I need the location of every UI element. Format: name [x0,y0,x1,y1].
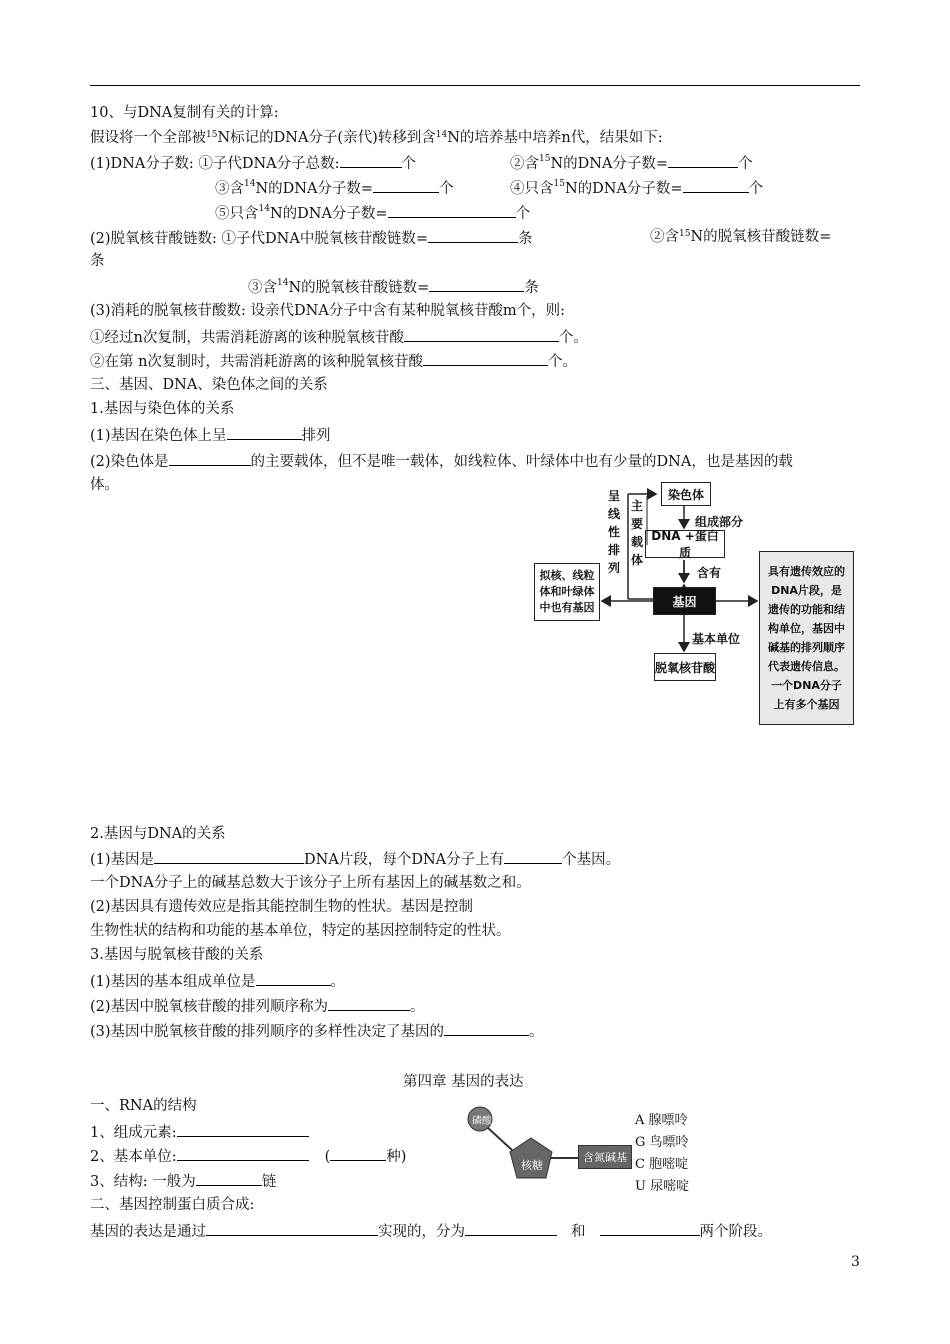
fill-blank[interactable] [444,1021,529,1036]
fill-blank[interactable] [206,1221,378,1236]
fill-blank[interactable] [600,1221,700,1236]
subsection-heading: 1.基因与染色体的关系 [90,401,235,417]
page-number: 3 [851,1254,860,1270]
text-line: (2)染色体是 的主要载体，但不是唯一载体，如线粒体、叶绿体中也有少量的DNA，也是基因的载 [90,451,793,471]
gene-box: 基因 [653,587,716,615]
base-uracil: U 尿嘧啶 [635,1179,690,1194]
dna-protein-box: DNA +蛋白质 [645,530,725,558]
text-line: 3、结构: 一般为 链 [90,1171,276,1191]
text-line: 假设将一个全部被$^{15}$N标记的DNA分子(亲代)转移到含$^{14}$N的培养基中培养n代，结果如下: [90,130,663,146]
fill-blank[interactable] [328,996,410,1011]
fill-blank[interactable] [504,849,562,864]
text-line: (3)基因中脱氧核苷酸的排列顺序的多样性决定了基因的 。 [90,1021,544,1041]
base-cytosine: C 胞嘧啶 [635,1157,689,1172]
text-line: ⑤只含$^{14}$N的DNA分子数= 个 [215,204,531,222]
linear-arrangement-label: 呈线性排列 [607,489,620,575]
fill-blank[interactable] [256,971,331,986]
composition-label: 组成部分 [695,515,744,529]
ribose-label: 核糖 [521,1159,543,1172]
chapter-title: 第四章 基因的表达 [403,1074,524,1090]
section-10-title: 10、与DNA复制有关的计算: [90,105,279,121]
fill-blank[interactable] [177,1146,309,1161]
text-line: (1)基因在染色体上呈 排列 [90,425,331,445]
base-adenine: A 腺嘌呤 [635,1113,688,1128]
text-line: ②含$^{15}$N的脱氧核苷酸链数= [650,229,832,245]
text-line: (1)基因是 DNA片段，每个DNA分子上有 个基因。 [90,849,620,869]
fill-blank[interactable] [465,1221,557,1236]
text-line: (2)基因中脱氧核苷酸的排列顺序称为 。 [90,996,425,1016]
subsection-heading: 2.基因与DNA的关系 [90,826,226,842]
text-line: (2)基因具有遗传效应是指其能控制生物的性状。基因是控制 [90,899,474,915]
text-line: ②在第 n次复制时，共需消耗游离的该种脱氧核苷酸 个。 [90,351,577,371]
text-line: ③含$^{14}$N的脱氧核苷酸链数= 条 [248,278,539,296]
text-line: ③含$^{14}$N的DNA分子数= 个 [215,179,454,197]
text-line: 一个DNA分子上的碱基总数大于该分子上所有基因上的碱基数之和。 [90,875,531,891]
fill-blank[interactable] [177,1122,309,1137]
base-guanine: G 鸟嘌呤 [635,1135,689,1150]
text-line: 基因的表达是通过 实现的，分为 和 两个阶段。 [90,1221,772,1241]
phosphate-label: 磷酸 [472,1116,492,1127]
text-line: (1)基因的基本组成单位是 。 [90,971,345,991]
fill-blank[interactable] [196,1171,262,1186]
text-line: 2、基本单位: ( 种) [90,1146,406,1166]
deoxynucleotide-box: 脱氧核苷酸 [654,653,716,681]
text-line: 体。 [90,477,119,493]
section-heading: 二、基因控制蛋白质合成: [90,1197,255,1213]
fill-blank[interactable] [154,849,304,864]
right-note-box: 具有遗传效应的DNA片段，是遗传的功能和结构单位，基因中碱基的排列顺序代表遗传信息。一个DNA分子上有多个基因 [759,551,854,725]
section-heading: 三、基因、DNA、染色体之间的关系 [90,377,328,393]
basic-unit-label: 基本单位 [692,632,741,646]
text-line: ②含$^{15}$N的DNA分子数= 个 [510,154,753,172]
text-line: 条 [90,253,105,269]
section-heading: 一、RNA的结构 [90,1098,197,1114]
text-line: ①经过n次复制，共需消耗游离的该种脱氧核苷酸 个。 [90,327,588,347]
fill-blank[interactable] [330,1146,386,1161]
chromosome-box: 染色体 [661,482,711,506]
nitrogen-base-box: 含氮碱基 [578,1145,632,1169]
text-line: (2)脱氧核苷酸链数: ①子代DNA中脱氧核苷酸链数= 条 [90,228,532,248]
text-line: 1、组成元素: [90,1122,309,1142]
subsection-heading: 3.基因与脱氧核苷酸的关系 [90,947,264,963]
left-note-box: 拟核、线粒体和叶绿体中也有基因 [534,563,600,621]
contains-label: 含有 [697,566,722,580]
text-line: (1)DNA分子数: ①子代DNA分子总数: 个 [90,153,416,173]
text-line: 生物性状的结构和功能的基本单位，特定的基因控制特定的性状。 [90,923,511,939]
text-line: (3)消耗的脱氧核苷酸数: 设亲代DNA分子中含有某种脱氧核苷酸m个，则: [90,303,565,319]
text-line: ④只含$^{15}$N的DNA分子数= 个 [510,179,764,197]
main-carrier-label: 主要载体 [630,499,643,567]
